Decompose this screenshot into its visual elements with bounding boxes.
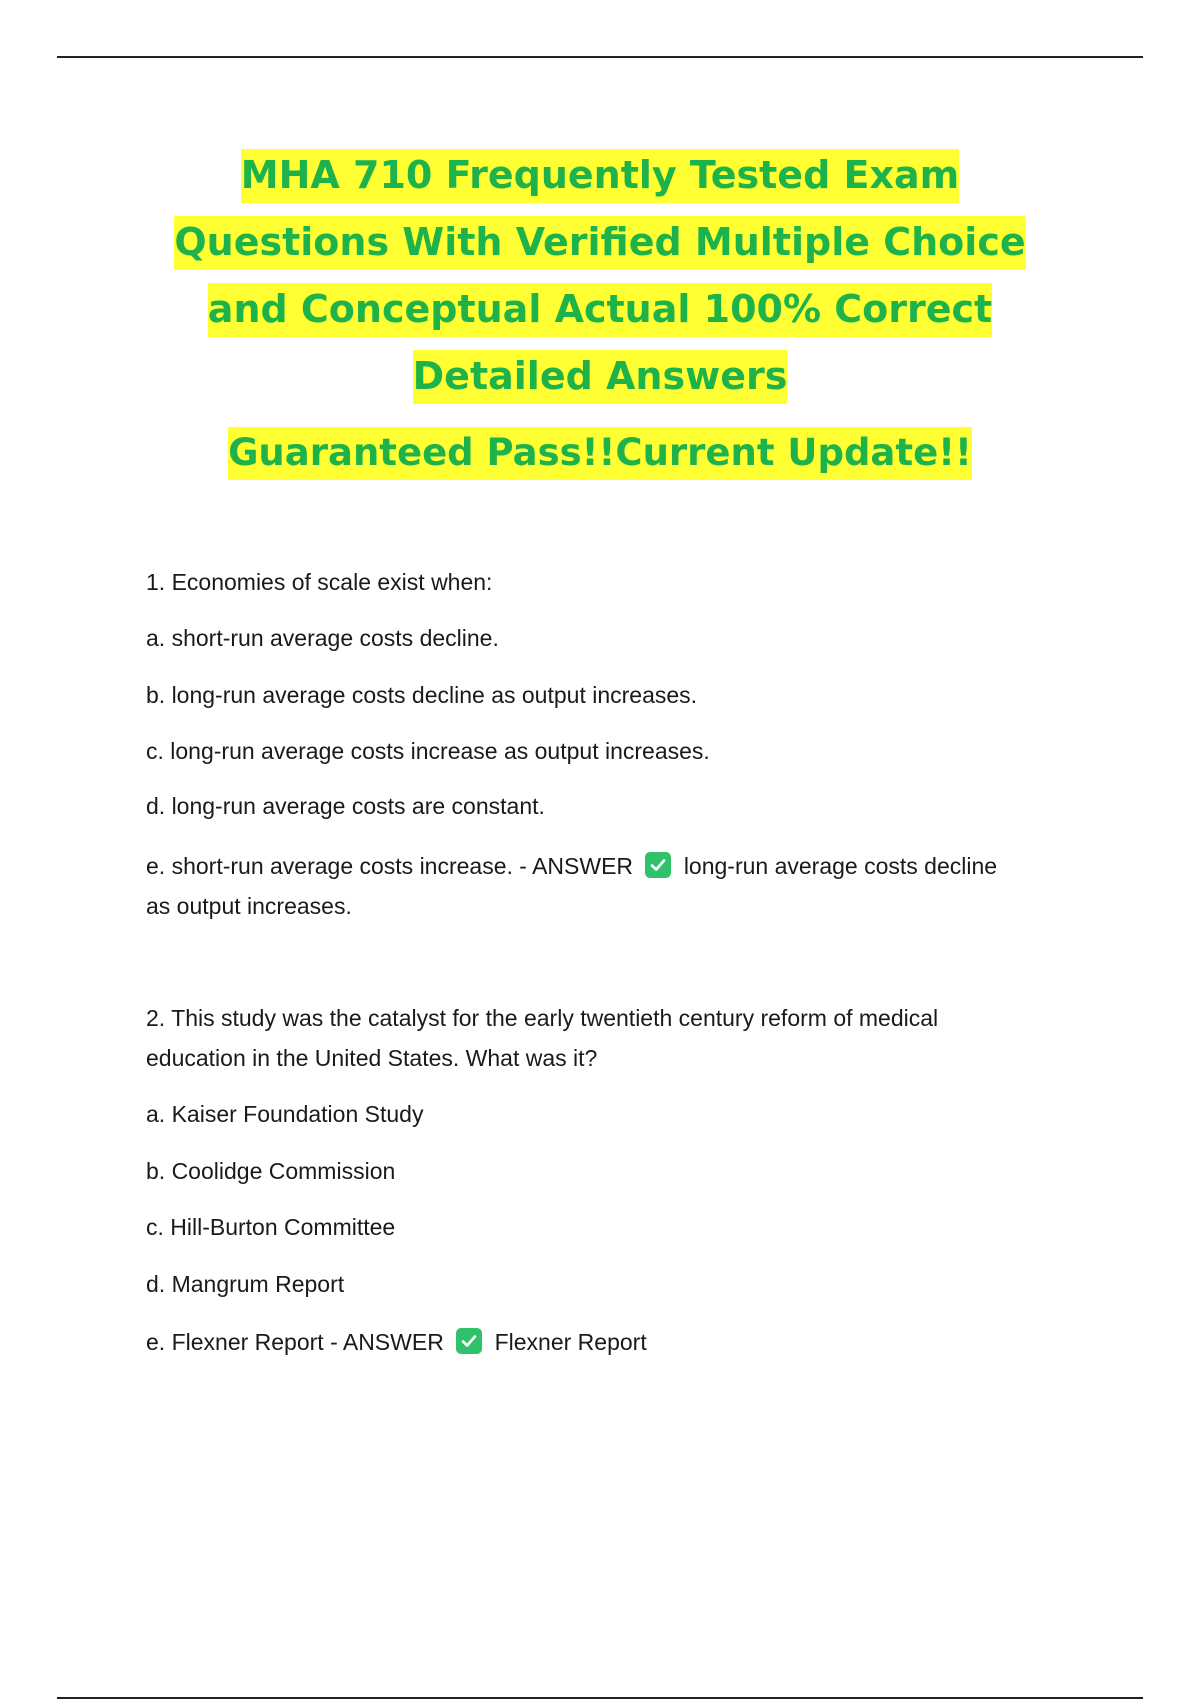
question-2-prompt-line-2: education in the United States. What was it? <box>146 1045 598 1071</box>
subtitle-text: Guaranteed Pass!!Current Update!! <box>228 427 972 480</box>
title-line-3: and Conceptual Actual 100% Correct <box>208 283 992 337</box>
check-box-icon <box>456 1328 482 1354</box>
question-1-option-e-text: e. short-run average costs increase. - ANSWER <box>146 853 634 879</box>
document-subtitle <box>100 425 1100 481</box>
question-1-option-b: b. long-run average costs decline as output increases. <box>146 682 698 708</box>
question-2-option-b: b. Coolidge Commission <box>146 1158 396 1184</box>
title-line-2: Questions With Verified Multiple Choice <box>174 216 1025 270</box>
question-2-option-e-text: e. Flexner Report - ANSWER <box>146 1329 444 1355</box>
question-1-option-c: c. long-run average costs increase as output increases. <box>146 738 710 764</box>
bottom-rule <box>57 1697 1143 1699</box>
title-line-4: Detailed Answers <box>413 350 788 404</box>
question-2-answer: Flexner Report <box>494 1329 647 1355</box>
question-2-prompt-line-1: 2. This study was the catalyst for the early twentieth century reform of medical <box>146 1005 939 1031</box>
question-1-prompt: 1. Economies of scale exist when: <box>146 569 493 595</box>
top-rule <box>57 56 1143 58</box>
question-1-option-a: a. short-run average costs decline. <box>146 625 499 651</box>
question-2-option-e <box>146 1322 1086 1362</box>
question-2-option-d: d. Mangrum Report <box>146 1271 345 1297</box>
check-box-icon <box>645 852 671 878</box>
question-2-option-c: c. Hill-Burton Committee <box>146 1214 396 1240</box>
question-1-answer-continued: as output increases. <box>146 893 352 919</box>
question-1-option-d: d. long-run average costs are constant. <box>146 793 545 819</box>
question-1-option-e <box>146 846 1086 886</box>
question-2-option-a: a. Kaiser Foundation Study <box>146 1101 424 1127</box>
question-1-answer: long-run average costs decline <box>683 853 998 879</box>
document-title <box>100 142 1100 410</box>
title-line-1: MHA 710 Frequently Tested Exam <box>241 149 959 203</box>
